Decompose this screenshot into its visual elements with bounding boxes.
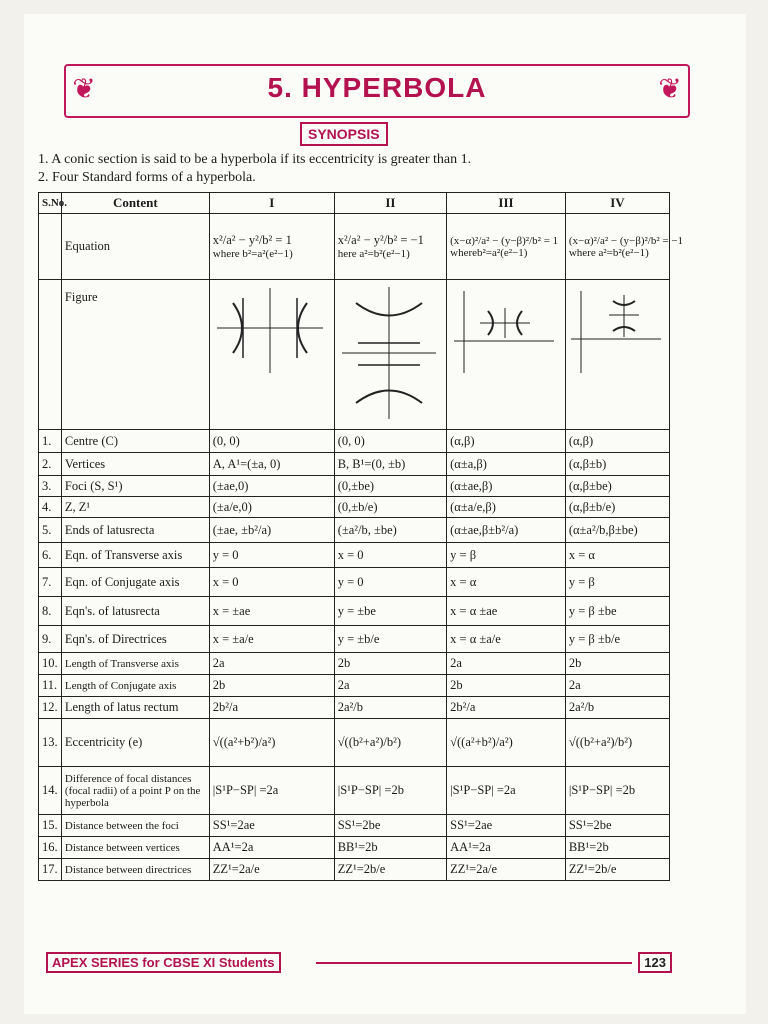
value-cell-form-2: √((b²+a²)/b²) [334, 719, 446, 767]
value-cell-form-2: (±a²/b, ±be) [334, 518, 446, 543]
value-cell-form-2: BB¹=2b [334, 837, 446, 859]
table-row [39, 859, 670, 881]
equation-where-1: where b²=a²(e²−1) [212, 248, 293, 260]
value-cell-form-4: |S¹P−SP| =2b [565, 767, 669, 815]
header-sno: S.No. [39, 193, 62, 214]
row-number: 11. [39, 675, 62, 697]
table-row [39, 430, 670, 453]
value-cell-form-4: y = β ±be [565, 597, 669, 626]
table-row [39, 568, 670, 597]
value-cell-form-3: 2b²/a [447, 697, 566, 719]
row-content: Eccentricity (e) [61, 719, 209, 767]
value-cell-form-1: (±ae,0) [209, 476, 334, 497]
value-cell-form-1: 2a [209, 653, 334, 675]
figure-cell [447, 280, 566, 430]
row-content: Foci (S, S¹) [61, 476, 209, 497]
value-cell-form-3: x = α ±ae [447, 597, 566, 626]
row-number: 17. [39, 859, 62, 881]
equation-where-4: where a²=b²(e²−1) [568, 246, 649, 259]
value-cell-form-4: √((b²+a²)/b²) [565, 719, 669, 767]
row-content: Z, Z¹ [61, 497, 209, 518]
value-cell-form-1: x = 0 [209, 568, 334, 597]
equation-form-1: x²/a² − y²/b² = 1 [212, 233, 292, 247]
table-row [39, 597, 670, 626]
value-cell-form-2: |S¹P−SP| =2b [334, 767, 446, 815]
value-cell-form-4: (α,β±b) [565, 453, 669, 476]
table-row [39, 719, 670, 767]
row-content: Eqn's. of latusrecta [61, 597, 209, 626]
value-cell-form-4: (α,β) [565, 430, 669, 453]
value-cell-form-2: 2a²/b [334, 697, 446, 719]
value-cell-form-4: (α±a²/b,β±be) [565, 518, 669, 543]
value-cell-form-1: x = ±ae [209, 597, 334, 626]
value-cell-form-1: (±ae, ±b²/a) [209, 518, 334, 543]
header-form-2: II [334, 193, 446, 214]
hyperbola-figure-4 [569, 283, 663, 423]
value-cell-form-3: √((a²+b²)/a²) [447, 719, 566, 767]
header-form-1: I [209, 193, 334, 214]
footer-divider [316, 962, 632, 964]
row-content: Distance between directrices [61, 859, 209, 881]
value-cell-form-3: x = α ±a/e [447, 626, 566, 653]
synopsis-heading: SYNOPSIS [300, 122, 388, 146]
value-cell-form-4: SS¹=2be [565, 815, 669, 837]
value-cell-form-1: 2b²/a [209, 697, 334, 719]
table-header-row [39, 193, 670, 214]
value-cell-form-4: 2a [565, 675, 669, 697]
value-cell-form-4: 2b [565, 653, 669, 675]
header-form-4: IV [565, 193, 669, 214]
table-row [39, 815, 670, 837]
table-row [39, 653, 670, 675]
value-cell-form-1: ZZ¹=2a/e [209, 859, 334, 881]
intro-line-1: 1. A conic section is said to be a hyperbola if its eccentricity is greater than 1. [38, 152, 472, 167]
equation-form-4: (x−α)²/a² − (y−β)²/b² = −1 [568, 234, 684, 247]
row-content: Difference of focal distances (focal radii) of a point P on the hyperbola [61, 767, 209, 815]
row-content: Eqn. of Conjugate axis [61, 568, 209, 597]
value-cell-form-2: 2a [334, 675, 446, 697]
table-row [39, 767, 670, 815]
row-number: 2. [39, 453, 62, 476]
value-cell-form-2: SS¹=2be [334, 815, 446, 837]
table-row [39, 476, 670, 497]
table-row [39, 837, 670, 859]
header-form-3: III [447, 193, 566, 214]
value-cell-form-3: x = α [447, 568, 566, 597]
equation-where-2: here a²=b²(e²−1) [337, 248, 410, 260]
value-cell-form-3: 2a [447, 653, 566, 675]
value-cell-form-2: x = 0 [334, 543, 446, 568]
series-label: APEX SERIES for CBSE XI Students [46, 952, 281, 973]
row-number: 5. [39, 518, 62, 543]
value-cell-form-3: (α±ae,β±b²/a) [447, 518, 566, 543]
row-number: 3. [39, 476, 62, 497]
row-content: Ends of latusrecta [61, 518, 209, 543]
row-content: Distance between vertices [61, 837, 209, 859]
hyperbola-table [38, 192, 684, 881]
value-cell-form-2: B, B¹=(0, ±b) [334, 453, 446, 476]
table-row [39, 453, 670, 476]
hyperbola-figure-1 [213, 283, 327, 423]
value-cell-form-4: y = β ±b/e [565, 626, 669, 653]
value-cell-form-1: |S¹P−SP| =2a [209, 767, 334, 815]
hyperbola-figure-3 [450, 283, 558, 423]
value-cell-form-2: ZZ¹=2b/e [334, 859, 446, 881]
value-cell-form-3: AA¹=2a [447, 837, 566, 859]
row-content: Distance between the foci [61, 815, 209, 837]
table-cell [39, 280, 62, 430]
value-cell-form-2: y = ±b/e [334, 626, 446, 653]
value-cell-form-4: (α,β±b/e) [565, 497, 669, 518]
row-number: 7. [39, 568, 62, 597]
row-content: Length of Conjugate axis [61, 675, 209, 697]
row-number: 4. [39, 497, 62, 518]
value-cell-form-1: A, A¹=(±a, 0) [209, 453, 334, 476]
value-cell-form-4: (α,β±be) [565, 476, 669, 497]
value-cell-form-1: (0, 0) [209, 430, 334, 453]
value-cell-form-1: 2b [209, 675, 334, 697]
value-cell-form-4: ZZ¹=2b/e [565, 859, 669, 881]
hyperbola-figure-2 [338, 283, 440, 423]
row-number: 6. [39, 543, 62, 568]
value-cell-form-1: y = 0 [209, 543, 334, 568]
table-row [39, 675, 670, 697]
title-frame [64, 64, 690, 118]
value-cell-form-2: y = 0 [334, 568, 446, 597]
row-number: 10. [39, 653, 62, 675]
value-cell-form-2: y = ±be [334, 597, 446, 626]
value-cell-form-1: (±a/e,0) [209, 497, 334, 518]
equation-cell [447, 214, 566, 280]
floral-ornament-icon: ❦ [658, 74, 682, 105]
value-cell-form-4: x = α [565, 543, 669, 568]
value-cell-form-1: √((a²+b²)/a²) [209, 719, 334, 767]
value-cell-form-1: AA¹=2a [209, 837, 334, 859]
row-content: Eqn. of Transverse axis [61, 543, 209, 568]
row-number: 9. [39, 626, 62, 653]
table-row [39, 497, 670, 518]
row-content: Length of Transverse axis [61, 653, 209, 675]
table-row [39, 543, 670, 568]
value-cell-form-3: SS¹=2ae [447, 815, 566, 837]
row-number: 1. [39, 430, 62, 453]
value-cell-form-2: (0,±be) [334, 476, 446, 497]
header-content: Content [61, 193, 209, 214]
value-cell-form-2: (0,±b/e) [334, 497, 446, 518]
value-cell-form-4: BB¹=2b [565, 837, 669, 859]
figure-cell [334, 280, 446, 430]
value-cell-form-4: 2a²/b [565, 697, 669, 719]
equation-cell [334, 214, 446, 280]
value-cell-form-3: 2b [447, 675, 566, 697]
equation-form-3: (x−α)²/a² − (y−β)²/b² = 1 [450, 234, 559, 247]
figure-row [39, 280, 670, 430]
figure-label: Figure [61, 280, 209, 430]
value-cell-form-3: y = β [447, 543, 566, 568]
row-content: Eqn's. of Directrices [61, 626, 209, 653]
row-number: 12. [39, 697, 62, 719]
row-number: 8. [39, 597, 62, 626]
equation-cell [565, 214, 684, 280]
value-cell-form-3: |S¹P−SP| =2a [447, 767, 566, 815]
table-cell [39, 214, 62, 280]
value-cell-form-2: (0, 0) [334, 430, 446, 453]
figure-cell [565, 280, 669, 430]
floral-ornament-icon: ❦ [72, 74, 96, 105]
row-number: 15. [39, 815, 62, 837]
equation-form-2: x²/a² − y²/b² = −1 [337, 233, 424, 247]
equation-label: Equation [61, 214, 209, 280]
value-cell-form-1: x = ±a/e [209, 626, 334, 653]
footer [46, 952, 672, 974]
row-content: Length of latus rectum [61, 697, 209, 719]
page-title: 5. HYPERBOLA [267, 72, 487, 103]
value-cell-form-3: (α,β) [447, 430, 566, 453]
value-cell-form-1: SS¹=2ae [209, 815, 334, 837]
value-cell-form-3: (α±a,β) [447, 453, 566, 476]
equation-row [39, 214, 670, 280]
value-cell-form-3: (α±a/e,β) [447, 497, 566, 518]
figure-cell [209, 280, 334, 430]
table-row [39, 697, 670, 719]
intro-line-2: 2. Four Standard forms of a hyperbola. [38, 170, 256, 185]
equation-where-3: whereb²=a²(e²−1) [450, 246, 528, 259]
equation-cell [209, 214, 334, 280]
page-number: 123 [638, 952, 672, 973]
table-row [39, 518, 670, 543]
row-content: Vertices [61, 453, 209, 476]
value-cell-form-3: ZZ¹=2a/e [447, 859, 566, 881]
value-cell-form-4: y = β [565, 568, 669, 597]
table-row [39, 626, 670, 653]
value-cell-form-3: (α±ae,β) [447, 476, 566, 497]
value-cell-form-2: 2b [334, 653, 446, 675]
row-content: Centre (C) [61, 430, 209, 453]
row-number: 16. [39, 837, 62, 859]
row-number: 14. [39, 767, 62, 815]
row-number: 13. [39, 719, 62, 767]
